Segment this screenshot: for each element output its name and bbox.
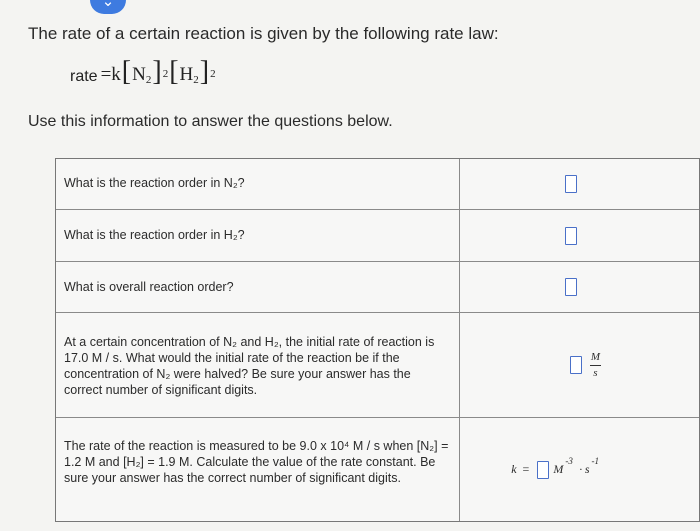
table-row [56,418,699,521]
question-text: At a certain concentration of N₂ and H₂, the initial rate of reaction is 17.0 M / s. What would the initial rate of the reaction be if the concentration of N₂ were halved? Be sure your answer has the correct number of significant digits. [56,313,460,417]
species-n: N [132,64,146,85]
problem-intro: The rate of a certain reaction is given by the following rate law: [28,24,499,43]
rate-law-equation: rate = k [ N $_2$ ] $^2$ [ H $_2$ ] $^2$ [70,56,216,87]
questions-table [55,158,700,522]
table-row [56,313,699,418]
table-row [56,159,699,210]
answer-input-overall-order[interactable] [565,278,577,296]
equals-sign: = [100,64,112,85]
answer-cell [461,159,699,209]
answer-cell: k = M -3 · s -1 [461,418,699,521]
species-h: H [179,64,194,85]
table-row [56,210,699,262]
rate-constant: k [111,64,121,85]
answer-cell [461,210,699,261]
answer-cell [461,313,699,417]
instruction-text: Use this information to answer the questions below. [28,113,393,130]
question-text: What is overall reaction order? [56,262,460,312]
chevron-down-icon[interactable]: ⌄ [90,0,126,14]
answer-input-h-order[interactable] [565,227,577,245]
table-row [56,262,699,313]
order-n: 2 [162,68,169,80]
answer-cell [461,262,699,312]
question-text: What is the reaction order in N₂? [56,159,460,209]
rate-unit-fraction: $\frac{M}{s}$ [590,351,600,379]
answer-input-new-rate[interactable] [570,356,582,374]
order-h: 2 [210,68,216,80]
answer-input-rate-constant[interactable] [537,461,549,479]
answer-input-n-order[interactable] [565,175,577,193]
rate-label: rate [70,68,98,85]
question-text: What is the reaction order in H₂? [56,210,460,261]
question-text: The rate of the reaction is measured to be 9.0 x 10⁴ M / s when [N₂] = 1.2 M and [H₂] = 1.9 M. Calculate the value of the rate constant. Be sure your answer has the correct number of significant digits. [56,418,460,521]
